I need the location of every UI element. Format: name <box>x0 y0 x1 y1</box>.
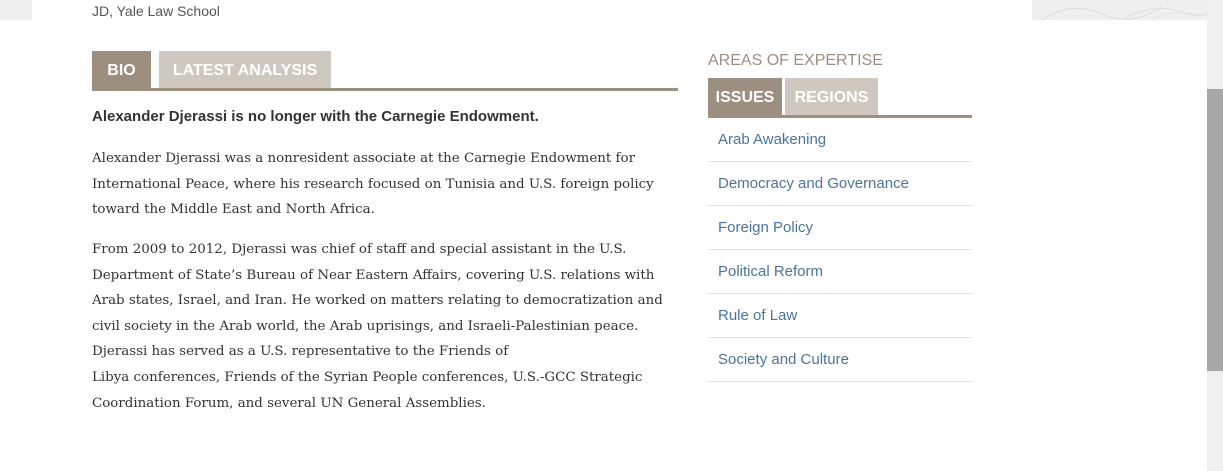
issue-link-political-reform[interactable]: Political Reform <box>718 263 824 280</box>
bio-line: Libya conferences, Friends of the Syrian People conferences, U.S.-GCC Strategic <box>92 369 643 385</box>
list-item <box>708 162 972 206</box>
list-item <box>708 118 972 162</box>
page-background-pattern <box>1032 0 1207 20</box>
tab-latest-analysis[interactable]: LATEST ANALYSIS <box>159 51 331 88</box>
tab-issues[interactable]: ISSUES <box>708 78 782 115</box>
bio-line: Arab states, Israel, and Iran. He worked on matters relating to democratization and <box>92 293 663 309</box>
scrollbar-thumb[interactable] <box>1207 89 1223 371</box>
bio-line: International Peace, where his research focused on Tunisia and U.S. foreign policy <box>92 176 654 192</box>
bio-line: Coordination Forum, and several UN General Assemblies. <box>92 395 486 411</box>
education-line: JD, Yale Law School <box>92 3 220 19</box>
issue-list <box>708 118 972 382</box>
bio-line: civil society in the Arab world, the Arab uprisings, and Israeli-Palestinian peace. <box>92 318 639 334</box>
issue-link-society-culture[interactable]: Society and Culture <box>718 351 849 368</box>
list-item <box>708 206 972 250</box>
list-item <box>708 250 972 294</box>
issue-link-arab-awakening[interactable]: Arab Awakening <box>718 131 827 148</box>
bio-line: toward the Middle East and North Africa. <box>92 202 375 218</box>
content-tabs <box>92 51 678 91</box>
issue-link-democracy-governance[interactable]: Democracy and Governance <box>718 175 909 192</box>
page-background-strip-left <box>0 0 32 20</box>
expertise-tabs <box>708 78 972 118</box>
status-notice: Alexander Djerassi is no longer with the Carnegie Endowment. <box>92 108 539 125</box>
tab-regions[interactable]: REGIONS <box>785 78 878 115</box>
issue-link-foreign-policy[interactable]: Foreign Policy <box>718 219 814 236</box>
expertise-heading: AREAS OF EXPERTISE <box>708 52 883 69</box>
tab-bio[interactable]: BIO <box>92 51 151 88</box>
list-item <box>708 338 972 382</box>
bio-paragraph-1 <box>92 146 654 223</box>
bio-paragraph-2 <box>92 237 663 416</box>
list-item <box>708 294 972 338</box>
bio-line: Department of State’s Bureau of Near Eastern Affairs, covering U.S. relations with <box>92 267 655 283</box>
issue-link-rule-of-law[interactable]: Rule of Law <box>718 307 798 324</box>
bio-line: Djerassi has served as a U.S. representative to the Friends of <box>92 344 509 360</box>
bio-line: Alexander Djerassi was a nonresident associate at the Carnegie Endowment for <box>92 151 635 166</box>
bio-line: From 2009 to 2012, Djerassi was chief of staff and special assistant in the U.S. <box>92 242 627 257</box>
